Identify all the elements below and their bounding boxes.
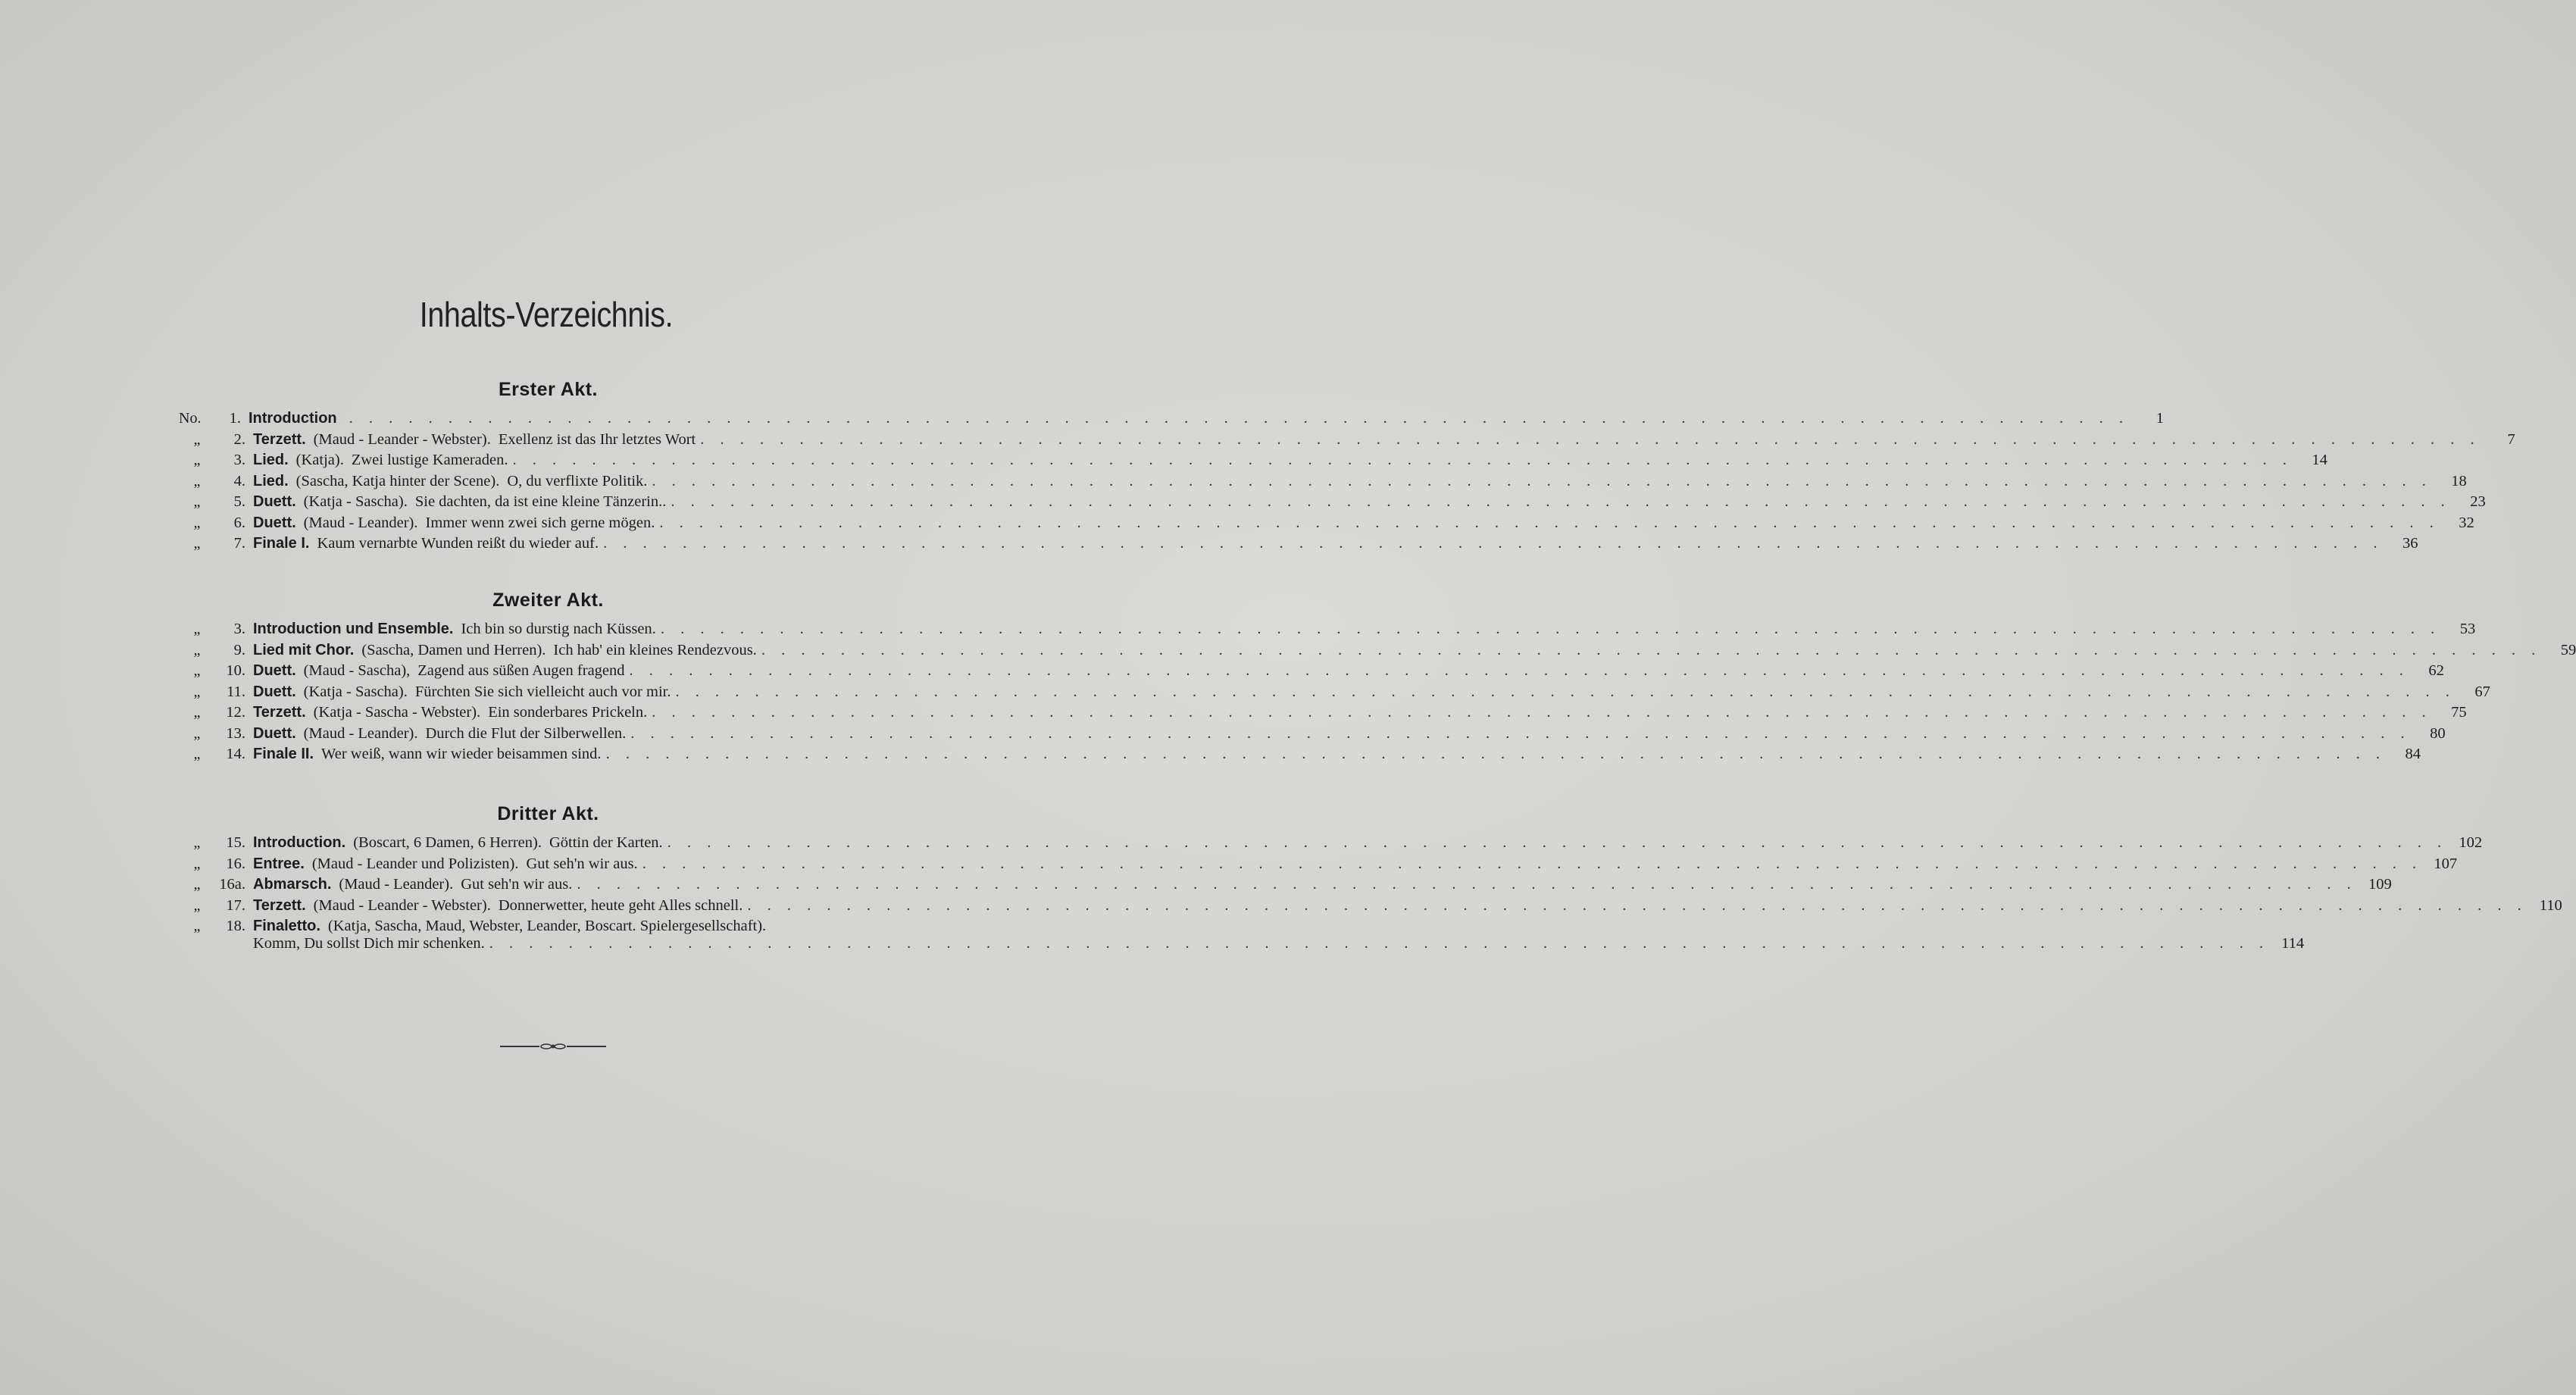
- dot-leader: [675, 683, 2455, 701]
- dot-leader: [577, 876, 2356, 893]
- page-number: 107: [2434, 855, 2458, 872]
- toc-entry: [179, 918, 2305, 956]
- toc-entry: [179, 493, 2486, 515]
- entry-number: 1.: [229, 410, 241, 427]
- dot-leader: [512, 452, 2292, 469]
- piece-type: Duett.: [253, 724, 296, 742]
- cast-list: (Maud - Leander - Webster).: [313, 430, 491, 448]
- toc-entry: [179, 410, 2165, 431]
- page-number: 102: [2459, 834, 2483, 851]
- cast-list: (Katja, Sascha, Maud, Webster, Leander, Boscart. Spielergesellschaft).: [327, 918, 767, 934]
- toc-entry: [179, 472, 2467, 494]
- page-number: 84: [2405, 746, 2421, 762]
- incipit: Wer weiß, wann wir wieder beisammen sind.: [321, 746, 602, 762]
- toc-entry: [179, 452, 2327, 473]
- ditto-mark: „: [193, 704, 201, 721]
- page-number: 67: [2474, 683, 2490, 700]
- ditto-mark: „: [193, 918, 201, 934]
- ditto-mark: „: [193, 514, 201, 531]
- toc-entry: [179, 662, 2444, 683]
- piece-type: Abmarsch.: [253, 876, 332, 893]
- cast-list: (Katja - Sascha).: [303, 493, 408, 510]
- piece-type: Finaletto.: [253, 918, 320, 934]
- page-number: 23: [2470, 493, 2486, 510]
- toc-entry: [179, 535, 2418, 556]
- page-number: 114: [2281, 935, 2305, 952]
- incipit: Gut seh'n wir aus.: [461, 876, 573, 893]
- entry-number: 13.: [226, 724, 245, 742]
- piece-type: Duett.: [253, 662, 296, 679]
- dot-leader: [630, 662, 2409, 680]
- ditto-mark: „: [193, 472, 201, 490]
- incipit: Immer wenn zwei sich gerne mögen.: [425, 514, 655, 531]
- cast-list: (Maud - Leander).: [303, 514, 418, 531]
- ditto-mark: „: [193, 641, 201, 658]
- ditto-mark: „: [193, 834, 201, 851]
- entry-number: 5.: [233, 493, 245, 510]
- entry-number: 3.: [233, 452, 245, 468]
- piece-type: Terzett.: [253, 704, 306, 721]
- entry-number: 2.: [233, 430, 245, 448]
- cast-list: (Sascha, Damen und Herren).: [361, 641, 546, 658]
- incipit: Komm, Du sollst Dich mir schenken.: [253, 935, 485, 952]
- incipit: Fürchten Sie sich vielleicht auch vor mir.: [414, 683, 671, 700]
- piece-type: Duett.: [253, 683, 296, 700]
- ditto-mark: „: [193, 662, 201, 679]
- ornament-divider: [500, 1042, 606, 1051]
- piece-type: Introduction und Ensemble.: [253, 621, 454, 637]
- act-title: Zweiter Akt.: [492, 590, 604, 611]
- piece-type: Lied.: [253, 452, 289, 468]
- piece-type: Lied.: [253, 472, 289, 490]
- cast-list: (Katja - Sascha - Webster).: [313, 704, 481, 721]
- page-number: 36: [2402, 535, 2418, 552]
- toc-entry: [179, 430, 2515, 452]
- entry-number: 18.: [226, 918, 245, 934]
- page-title: Inhalts-Verzeichnis.: [419, 295, 674, 334]
- piece-type: Finale II.: [253, 746, 314, 762]
- piece-type: Lied mit Chor.: [253, 641, 355, 658]
- ditto-mark: „: [193, 683, 201, 700]
- page-number: 18: [2451, 472, 2467, 490]
- toc-entry: [179, 514, 2474, 536]
- toc-entry: [179, 876, 2392, 897]
- dot-leader: [661, 621, 2440, 638]
- cast-list: (Katja).: [295, 452, 344, 468]
- entry-number: 11.: [227, 683, 245, 700]
- incipit: Ein sonderbares Prickeln.: [488, 704, 648, 721]
- incipit: Kaum vernarbte Wunden reißt du wieder auf.: [317, 535, 599, 552]
- page-number: 7: [2507, 430, 2515, 448]
- page-number: 75: [2451, 704, 2467, 721]
- act-section: [179, 379, 2515, 556]
- ditto-mark: „: [193, 452, 201, 468]
- dot-leader: [652, 473, 2431, 490]
- dot-leader: [606, 746, 2386, 763]
- entry-number: 15.: [226, 834, 245, 851]
- incipit: Gut seh'n wir aus.: [526, 855, 638, 872]
- piece-type: Terzett.: [253, 430, 306, 448]
- incipit: O, du verflixte Politik.: [507, 472, 648, 490]
- dot-leader: [747, 897, 2527, 915]
- dot-leader: [761, 642, 2541, 659]
- entry-number: 6.: [233, 514, 245, 531]
- piece-type: Duett.: [253, 514, 296, 531]
- incipit: Zagend aus süßen Augen fragend: [417, 662, 625, 679]
- page-number: 14: [2312, 452, 2327, 468]
- page-number: 62: [2428, 662, 2444, 679]
- ditto-mark: „: [193, 746, 201, 762]
- ditto-mark: „: [193, 621, 201, 637]
- toc-entry: [179, 724, 2446, 746]
- piece-type: Introduction: [249, 410, 337, 427]
- entry-number: 14.: [226, 746, 245, 762]
- entry-number: 16a.: [219, 876, 245, 893]
- entry-number: 4.: [233, 472, 245, 490]
- cast-list: (Maud - Sascha),: [303, 662, 411, 679]
- dot-leader: [700, 431, 2480, 449]
- cast-list: (Sascha, Katja hinter der Scene).: [295, 472, 500, 490]
- ditto-mark: „: [193, 493, 201, 510]
- flourish-icon: [539, 1042, 567, 1051]
- cast-list: (Maud - Leander - Webster).: [313, 896, 491, 914]
- toc-entry: [179, 641, 2576, 663]
- dot-leader: [489, 935, 2269, 952]
- no-label: No.: [179, 410, 202, 427]
- page-number: 110: [2539, 896, 2562, 914]
- page-number: 32: [2459, 514, 2474, 531]
- incipit: Ich bin so durstig nach Küssen.: [461, 621, 656, 637]
- page-number: 53: [2459, 621, 2476, 637]
- page-number: 80: [2430, 724, 2446, 742]
- cast-list: (Maud - Leander).: [303, 724, 418, 742]
- act-section: [179, 590, 2576, 767]
- cast-list: (Maud - Leander).: [339, 876, 454, 893]
- ditto-mark: „: [193, 896, 201, 914]
- entry-number: 3.: [233, 621, 245, 637]
- cast-list: (Boscart, 6 Damen, 6 Herren).: [353, 834, 542, 851]
- incipit: Durch die Flut der Silberwellen.: [425, 724, 627, 742]
- act-section: [179, 803, 2562, 956]
- incipit: Zwei lustige Kameraden.: [351, 452, 508, 468]
- entry-number: 7.: [233, 535, 245, 552]
- piece-type: Terzett.: [253, 896, 306, 914]
- dot-leader: [349, 410, 2129, 427]
- dot-leader: [603, 535, 2383, 552]
- toc-entry: [179, 834, 2483, 855]
- ditto-mark: „: [193, 724, 201, 742]
- act-title: Dritter Akt.: [497, 803, 599, 824]
- ditto-mark: „: [193, 855, 201, 872]
- piece-type: Introduction.: [253, 834, 346, 851]
- page-number: 59: [2560, 641, 2576, 658]
- dot-leader: [642, 855, 2422, 873]
- toc-entry: [179, 683, 2490, 705]
- entry-number: 16.: [226, 855, 245, 872]
- cast-list: (Maud - Leander und Polizisten).: [311, 855, 519, 872]
- incipit: Donnerwetter, heute geht Alles schnell.: [498, 896, 743, 914]
- incipit: Ich hab' ein kleines Rendezvous.: [553, 641, 757, 658]
- incipit: Sie dachten, da ist eine kleine Tänzerin..: [414, 493, 667, 510]
- toc-entry: [179, 896, 2562, 918]
- piece-type: Entree.: [253, 855, 305, 872]
- entry-number: 17.: [226, 896, 245, 914]
- incipit: Exellenz ist das Ihr letztes Wort: [498, 430, 696, 448]
- page-number: 109: [2368, 876, 2392, 893]
- entry-number: 9.: [233, 641, 245, 658]
- incipit: Göttin der Karten.: [549, 834, 663, 851]
- cast-list: (Katja - Sascha).: [303, 683, 408, 700]
- entry-number: 10.: [226, 662, 245, 679]
- piece-type: Duett.: [253, 493, 296, 510]
- dot-leader: [630, 725, 2410, 743]
- dot-leader: [652, 704, 2431, 721]
- dot-leader: [667, 834, 2447, 852]
- page-number: 1: [2156, 410, 2165, 427]
- toc-entry: [179, 746, 2421, 767]
- toc-entry: [179, 704, 2467, 725]
- toc-entry: [179, 855, 2458, 877]
- piece-type: Finale I.: [253, 535, 310, 552]
- dot-leader: [659, 515, 2439, 532]
- ditto-mark: „: [193, 876, 201, 893]
- act-title: Erster Akt.: [498, 379, 598, 400]
- dot-leader: [671, 493, 2450, 511]
- toc-entry: [179, 621, 2476, 642]
- entry-number: 12.: [226, 704, 245, 721]
- ditto-mark: „: [193, 535, 201, 552]
- ditto-mark: „: [193, 430, 201, 448]
